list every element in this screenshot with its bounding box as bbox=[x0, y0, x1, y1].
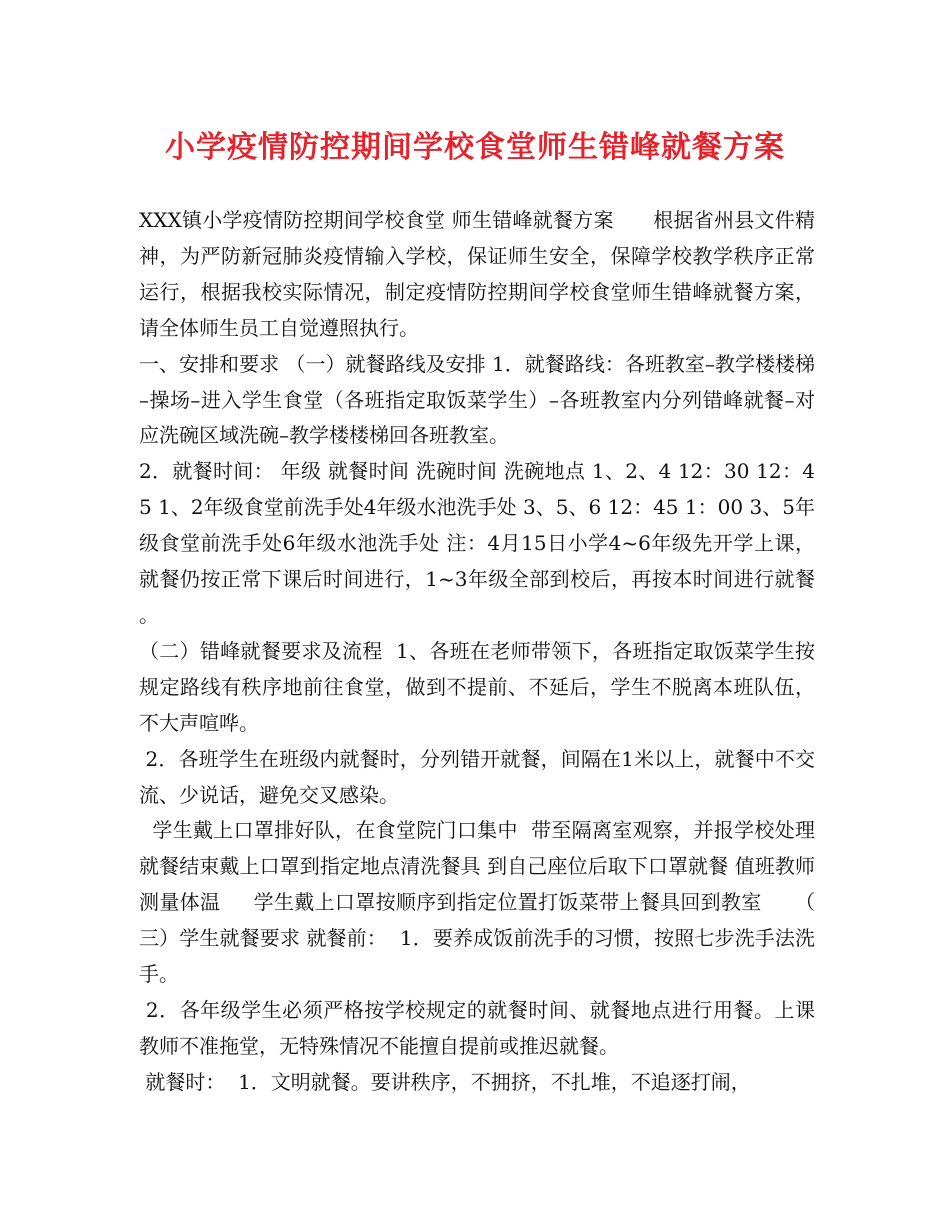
document-title: 小学疫情防控期间学校食堂师生错峰就餐方案 bbox=[165, 130, 785, 165]
intro-paragraph: XXX镇小学疫情防控期间学校食堂 师生错峰就餐方案 根据省州县文件精神，为严防新冠肺炎疫情输入学校，保证师生安全，保障学校教学秩序正常运行，根据我校实际情况，制定疫情防控期间学校食堂师生错峰就餐方案，请全体师生员工自觉遵照执行。 bbox=[139, 208, 815, 340]
dining-conduct-paragraph: 就餐时： 1．文明就餐。要讲秩序，不拥挤，不扎堆，不追逐打闹， bbox=[139, 1069, 751, 1094]
flowchart-text-paragraph: 学生戴上口罩排好队，在食堂院门口集中 带至隔离室观察，并报学校处理 就餐结束戴上口罩到指定地点清洗餐具 到自己座位后取下口罩就餐 值班教师测量体温 学生戴上口罩按顺序到指定位置打饭菜带上餐具回到教室 （三）学生就餐要求 就餐前： 1．要养成饭前洗手的习惯，按照七步洗手法洗手。 bbox=[139, 818, 822, 987]
section-2-process-paragraph: （二）错峰就餐要求及流程 1、各班在老师带领下，各班指定取饭菜学生按规定路线有秩序地前往食堂，做到不提前、不延后，学生不脱离本班队伍，不大声喧哗。 bbox=[139, 638, 815, 735]
section-1-route-paragraph: 一、安排和要求 （一）就餐路线及安排 1．就餐路线：各班教室–教学楼楼梯–操场–进入学生食堂（各班指定取饭菜学生）–各班教室内分列错峰就餐–对应洗碗区域洗碗–教学楼楼梯回各班教室。 bbox=[139, 351, 815, 448]
class-dining-paragraph: 2．各班学生在班级内就餐时，分列错开就餐，间隔在1米以上，就餐中不交流、少说话，避免交叉感染。 bbox=[139, 746, 815, 807]
document-body bbox=[139, 203, 822, 1101]
meal-time-paragraph: 2．就餐时间： 年级 就餐时间 洗碗时间 洗碗地点 1、2、4 12：30 12：45 1、2年级食堂前洗手处4年级水池洗手处 3、5、6 12：45 1：00 3、5年级食堂前洗手处6年级水池洗手处 注：4月15日小学4~6年级先开学上课，就餐仍按正常下课后时间进行，1~3年级全部到校后，再按本时间进行就餐。 bbox=[139, 459, 815, 627]
schedule-rule-paragraph: 2．各年级学生必须严格按学校规定的就餐时间、就餐地点进行用餐。上课教师不准拖堂，无特殊情况不能擅自提前或推迟就餐。 bbox=[139, 997, 815, 1058]
